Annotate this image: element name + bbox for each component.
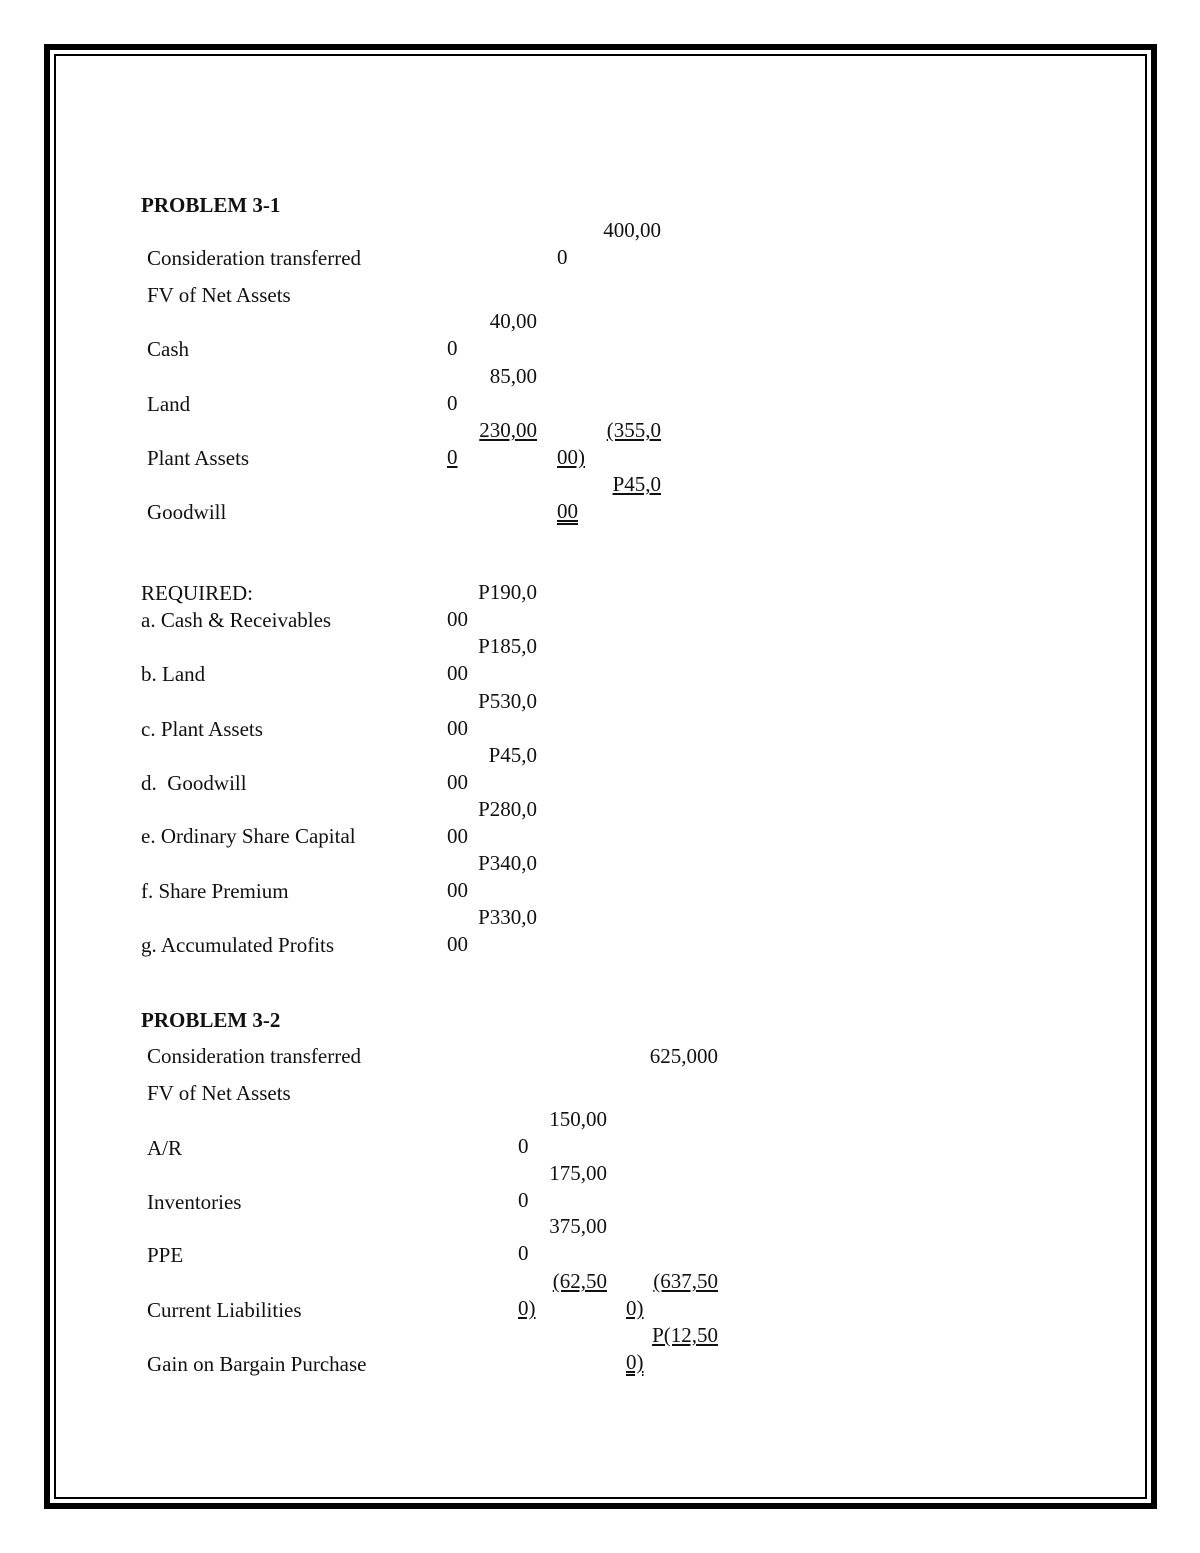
required-d-label: d. Goodwill	[141, 771, 247, 795]
p1-cash-value: 40,00 0	[447, 309, 537, 360]
required-heading: REQUIRED:	[141, 581, 253, 605]
p2-current-liabilities-value: (62,50 0)	[518, 1269, 607, 1320]
required-c-label: c. Plant Assets	[141, 717, 263, 741]
p2-label-ar: A/R	[147, 1136, 183, 1160]
required-f-label: f. Share Premium	[141, 879, 289, 903]
p1-consideration-value: 400,00 0	[557, 218, 661, 269]
required-b-value: P185,0 00	[447, 634, 537, 685]
p1-land-value: 85,00 0	[447, 364, 537, 415]
required-c-value: P530,0 00	[447, 689, 537, 740]
p1-net-assets-total: (355,0 00)	[557, 418, 661, 469]
required-f-value: P340,0 00	[447, 851, 537, 902]
problem-3-2-title: PROBLEM 3-2	[141, 1008, 281, 1032]
p1-label-goodwill: Goodwill	[147, 500, 227, 524]
p2-inventories-value: 175,00 0	[518, 1161, 607, 1212]
p2-label-gain-bargain-purchase: Gain on Bargain Purchase	[147, 1352, 367, 1376]
p1-label-fv-net-assets: FV of Net Assets	[147, 283, 291, 307]
required-a-label: a. Cash & Receivables	[141, 608, 332, 632]
p1-plant-assets-value: 230,00 0	[447, 418, 537, 469]
p2-gain-bargain-purchase-value: P(12,50 0)	[626, 1323, 718, 1374]
p1-label-plant-assets: Plant Assets	[147, 446, 250, 470]
p2-label-fv-net-assets: FV of Net Assets	[147, 1081, 291, 1105]
required-e-value: P280,0 00	[447, 797, 537, 848]
p2-ppe-value: 375,00 0	[518, 1214, 607, 1265]
p1-label-cash: Cash	[147, 337, 189, 361]
required-g-label: g. Accumulated Profits	[141, 933, 335, 957]
p1-label-consideration: Consideration transferred	[147, 246, 362, 270]
required-d-value: P45,0 00	[447, 743, 537, 794]
p2-label-current-liabilities: Current Liabilities	[147, 1298, 302, 1322]
p2-consideration-value: 625,000	[649, 1044, 718, 1068]
required-a-value: P190,0 00	[447, 580, 537, 631]
p2-label-consideration: Consideration transferred	[147, 1044, 362, 1068]
p2-label-inventories: Inventories	[147, 1190, 242, 1214]
required-g-value: P330,0 00	[447, 905, 537, 956]
p1-label-land: Land	[147, 392, 191, 416]
required-b-label: b. Land	[141, 662, 206, 686]
problem-3-1-title: PROBLEM 3-1	[141, 193, 281, 217]
p2-net-assets-total: (637,50 0)	[626, 1269, 718, 1320]
p2-label-ppe: PPE	[147, 1243, 184, 1267]
p1-goodwill-value: P45,0 00	[557, 472, 661, 523]
p2-ar-value: 150,00 0	[518, 1107, 607, 1158]
required-e-label: e. Ordinary Share Capital	[141, 824, 356, 848]
